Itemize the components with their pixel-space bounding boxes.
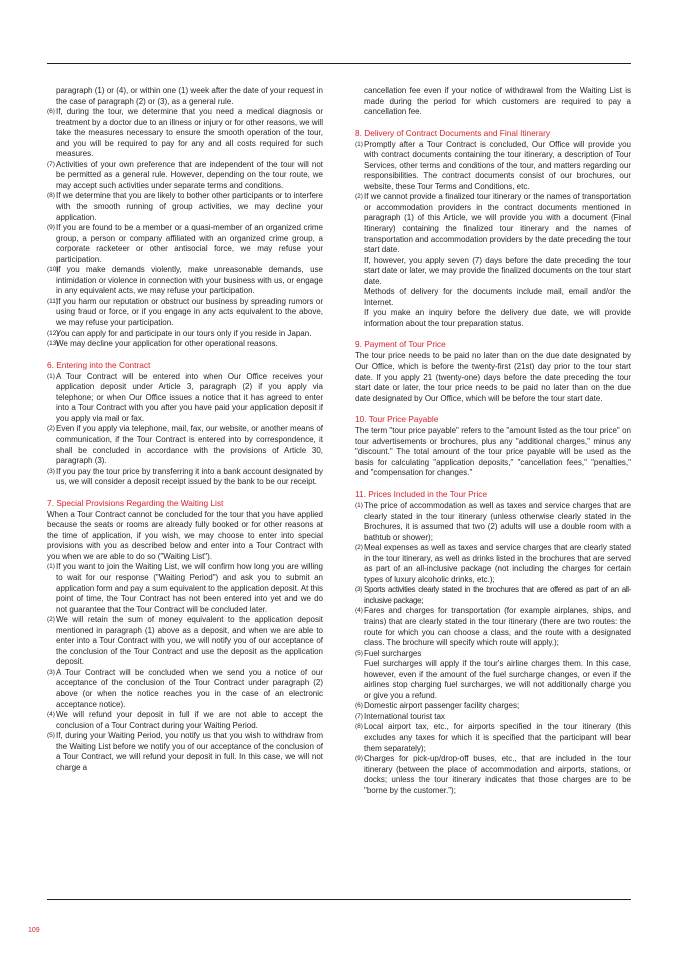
- continued-paragraph: cancellation fee even if your notice of withdrawal from the Waiting List is made during the period for which customers are required to pay a cancellation fee.: [364, 86, 631, 117]
- section-heading-8: 8. Delivery of Contract Documents and Final Itinerary: [355, 127, 551, 138]
- section-heading-6: 6. Entering into the Contract: [47, 359, 151, 370]
- list-item: (12) You can apply for and participate in our tours only if you reside in Japan.: [47, 328, 312, 338]
- section-7-items: [47, 562, 323, 773]
- list-item: (2) We will retain the sum of money equivalent to the application deposit mentioned in paragraph (1) above as a deposit, and when we are able to enter into a Tour Contract with you, we will notify you of our acceptance of the conclusion of the Tour Contract and use the deposit as the application deposit.: [47, 615, 323, 667]
- list-item: (9) Charges for pick-up/drop-off buses, etc., that are included in the tour itinerary (between the place of accommodation and airports, stations, or docks; unless the tour itinerary indicates that those charges are to be "borne by the customer.");: [355, 754, 631, 795]
- list-item: (3) A Tour Contract will be concluded when we send you a notice of our acceptance of the conclusion of the Tour Contract under paragraph (2) above (or when the notice reaches you in the case of an electronic acceptance notice).: [47, 667, 323, 709]
- list-item: (6) Domestic airport passenger facility charges;: [355, 701, 520, 711]
- right-column: [355, 86, 631, 796]
- list-item: (6) If, during the tour, we determine that you need a medical diagnosis or treatment by a doctor due to an illness or injury or for other reasons, we will take the measures necessary to ensure the smooth operation of the tour, and you will be required to pay for any and all costs required for such measures.: [47, 107, 323, 159]
- article-5-items: [47, 107, 323, 350]
- section-11-items: [355, 501, 631, 796]
- section-heading-7: 7. Special Provisions Regarding the Waiting List: [47, 497, 224, 508]
- list-item: (13) We may decline your application for other operational reasons.: [47, 339, 278, 349]
- left-column: [47, 86, 323, 773]
- section-heading-10: 10. Tour Price Payable: [355, 414, 439, 425]
- list-item: (4) Fares and charges for transportation (for example airplanes, ships, and trains) that are clearly stated in the tour itinerary (there are two routes: the route for which you can choose a class, and the route with a designated class. The brochure will specify which route will apply.);: [355, 606, 631, 648]
- section-heading-11: 11. Prices Included in the Tour Price: [355, 488, 488, 499]
- list-item: (8) If we determine that you are likely to bother other participants or to interfere with the smooth running of group activities, we may decline your application.: [47, 191, 323, 222]
- fuel-surcharge-note: Fuel surcharges will apply if the tour's airline charges them. In this case, however, even if the amount of the fuel surcharge changes, or even if the airlines stop charging fuel surcharges, we will not additionally charge you or give you a refund.: [364, 659, 631, 700]
- section-heading-9: 9. Payment of Tour Price: [355, 339, 446, 350]
- section-7-intro: When a Tour Contract cannot be concluded for the tour that you have applied because the seats or rooms are already fully booked or for other reasons at the time of application, if you wish, we may choose to enter into special provisions with you as described below and enter into a Tour Contract with you when we are able to do so ("Waiting List").: [47, 509, 323, 561]
- list-item: (3) If you pay the tour price by transferring it into a bank account designated by us, we will consider a deposit receipt issued by the bank to be our receipt.: [47, 466, 323, 487]
- list-item: (2) Meal expenses as well as taxes and service charges that are clearly stated in the tour itinerary, as well as drinks listed in the brochures that are served as part of an all-inclusive package (not including the charges for certain types of luxury alcoholic drinks, etc.);: [355, 543, 631, 584]
- list-item: (5) Fuel surcharges: [355, 648, 422, 658]
- list-item: (7) Activities of your own preference that are independent of the tour will not be permitted as a general rule. However, depending on the tour route, we may accept such activities under separate terms and conditions.: [47, 159, 323, 190]
- section-9-text: The tour price needs to be paid no later than on the due date designated by Our Office, which is before the twenty-first (21st) day prior to the tour start date. If you apply 21 (twenty-one) days before the date preceding the tour start date or later, the tour price needs to be paid no later than on the due date designated by Our Office, which will be before the tour start date.: [355, 351, 631, 403]
- continued-paragraph: paragraph (1) or (4), or within one (1) week after the date of your request in the case of paragraph (2) or (3), as a general rule.: [56, 86, 323, 106]
- list-item: (2) Even if you apply via telephone, mail, fax, our website, or another means of communication, if the Tour Contract is entered into by correspondence, it shall be concluded in accordance with the provisions of Article 30, paragraph (3).: [47, 424, 323, 466]
- list-item: (7) International tourist tax: [355, 711, 445, 721]
- list-item: (10) If you make demands violently, make unreasonable demands, use intimidation or violence in connection with your business with us, or engage in any equivalent acts, we may refuse your participation.: [47, 265, 323, 296]
- section-10-text: The term "tour price payable" refers to the "amount listed as the tour price" on tour advertisements or brochures, plus any "additional charges," minus any "discount." The total amount of the tour price payable will be used as the basis for calculating "application deposits," "cancellation fees," "penalties," and "compensation for changes.": [355, 426, 631, 478]
- list-item: (4) We will refund your deposit in full if we are not able to accept the conclusion of a Tour Contract during your Waiting Period.: [47, 710, 323, 730]
- page-number: 109: [28, 927, 40, 934]
- list-item: (11) If you harm our reputation or obstruct our business by spreading rumors or using fraud or force, or if you engage in any acts equivalent to the above, we may refuse your participation.: [47, 296, 323, 328]
- top-rule: [47, 63, 631, 64]
- section-8-note: If you make an inquiry before the delivery due date, we will provide information about the tour preparation status.: [364, 308, 631, 328]
- list-item: (1) A Tour Contract will be entered into when Our Office receives your application deposit under Article 3, paragraph (2) if you apply via telephone; or when Our Office issues a notice that it has agreed to enter into a Tour Contract with you after you have paid your application deposit if you apply via mail or fax.: [47, 371, 323, 423]
- list-item: (1) If you want to join the Waiting List, we will confirm how long you are willing to wait for our response ("Waiting Period") and ask you to submit an application form and pay a sum equivalent to the application deposit. At this point of time, the Tour Contract has not been entered into yet and we do not guarantee that the Tour Contract will be concluded later.: [47, 562, 323, 614]
- list-item: (8) Local airport tax, etc., for airports specified in the tour itinerary (this excludes any taxes for which it is specified that the participant will bear them separately);: [355, 722, 631, 753]
- section-8-note: Methods of delivery for the documents include mail, email and/or the Internet.: [364, 287, 631, 307]
- list-item: (9) If you are found to be a member or a quasi-member of an organized crime group, a person or company affiliated with an organized crime group, a corporate racketeer or other antisocial force, we may refuse your participation.: [47, 223, 323, 264]
- section-6-items: [47, 372, 323, 488]
- bottom-rule: [47, 899, 631, 900]
- list-item: (2) If we cannot provide a finalized tour itinerary or the names of transportation or accommodation providers in the contract documents mentioned in paragraph (1) of this Article, we will provide you with a document (Final Itinerary) containing the finalized tour itinerary and the names of transportation and accommodation providers by the date preceding the tour start date.: [355, 192, 631, 255]
- list-item: (1) The price of accommodation as well as taxes and service charges that are clearly stated in the tour itinerary (unless otherwise clearly stated in the Brochures, it is assumed that two (2) adults will use a double room with a bathtub or shower);: [355, 500, 631, 542]
- list-item: (5) If, during your Waiting Period, you notify us that you wish to withdraw from the Waiting List before we notify you of our acceptance of the conclusion of a Tour Contract, we will refund your deposit in full. In this case, we will not charge a: [47, 731, 323, 772]
- section-8-note: If, however, you apply seven (7) days before the date preceding the tour start date or later, we may provide the finalized documents on the tour start date.: [364, 255, 631, 286]
- list-item: (1) Promptly after a Tour Contract is concluded, Our Office will provide you with contract documents containing the tour itinerary, a description of Tour Services, other terms and conditions of the tour, and matters regarding our responsibilities. The contract documents consist of our brochures, our website, these Tour Terms and Conditions, etc.: [355, 139, 631, 191]
- list-item: (3) Sports activities clearly stated in the brochures that are offered as part of an all-inclusive package;: [355, 585, 631, 605]
- section-8-items: [355, 140, 631, 330]
